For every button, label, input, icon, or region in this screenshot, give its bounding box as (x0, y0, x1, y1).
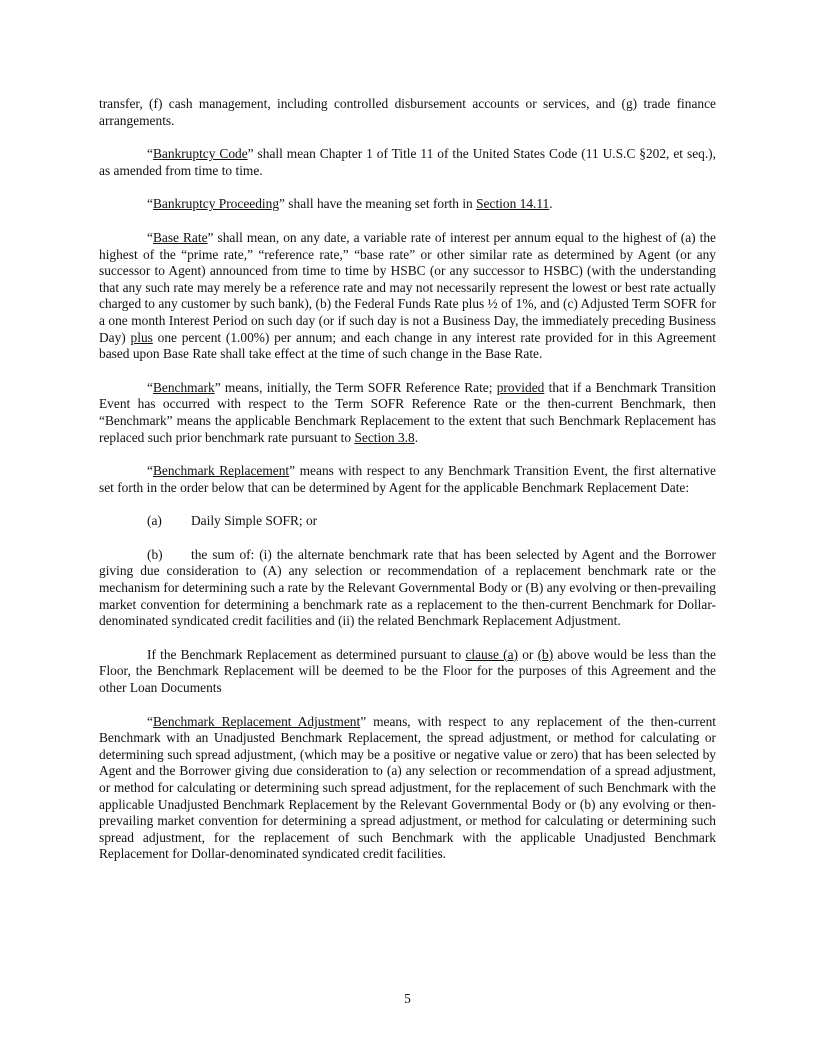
list-text: the sum of: (i) the alternate benchmark rate that has been selected by Agent and the Borrower giving due consideration to (A) any selection or recommendation of a replacement benchmark rate or the mechanism for determining such a rate by the Relevant Governmental Body or (B) any evolving or then-prevailing market convention for determining a benchmark rate as a replacement to the then-current Benchmark for Dollar-denominated syndicated credit facilities and (ii) the related Benchmark Replacement Adjustment. (99, 546, 716, 629)
quote-open: “ (147, 463, 153, 479)
definition-bankruptcy-proceeding (99, 196, 716, 213)
list-number: (a) (147, 513, 162, 529)
definition-benchmark-replacement-adjustment (99, 714, 716, 863)
definition-benchmark (99, 380, 716, 446)
term-benchmark-replacement: Benchmark Replacement (152, 463, 290, 479)
definition-text: ” shall mean, on any date, a variable rate of interest per annum equal to the highest of (a) the highest of the “prime rate,” “reference rate,” “base rate” or other similar rate as determined by Agent (or any successor to Agent) announced from time to time by HSBC (or any successor to HSBC) (with the understanding that any such rate may merely be a reference rate and may not necessarily represent the lowest or best rate actually charged to any customer by such bank), (b) the Federal Funds Rate plus ½ of 1%, and (c) Adjusted Term SOFR for a one month Interest Period on such day (or if such day is not a Business Day, the immediately preceding Business Day) (99, 229, 716, 345)
definition-text: ” shall have the meaning set forth in (279, 196, 477, 212)
term-plus: plus (130, 329, 153, 345)
definition-text-2: that if a Benchmark Transition Event has occurred with respect to the Term SOFR Reference Rate or the then-current Benchmark, then “Benchmark” means the applicable Benchmark Replacement to the extent that such Benchmark Replacement has replaced such prior benchmark rate pursuant to (99, 379, 716, 445)
term-bankruptcy-code: Bankruptcy Code (152, 146, 248, 162)
quote-open: “ (147, 713, 153, 729)
term-provided: provided (496, 379, 545, 395)
definition-benchmark-replacement (99, 463, 716, 496)
paragraph-text-end: above would be less than the Floor, the Benchmark Replacement will be deemed to be the Floor for the purposes of this Agreement and the other Loan Documents (99, 646, 717, 696)
definition-text: ” means, with respect to any replacement of the then-current Benchmark with an Unadjusted Benchmark Replacement, the spread adjustment, or method for calculating or determining such spread adjustment, (which may be a positive or negative value or zero) that has been selected by Agent and the Borrower giving due consideration to (a) any selection or recommendation of a spread adjustment, or method for calculating or determining such spread adjustment, for the replacement of such Benchmark with the applicable Unadjusted Benchmark Replacement by the Relevant Governmental Body or (b) any evolving or then-prevailing market convention for determining a spread adjustment, or method for calculating or determining such spread adjustment, for the replacement of such Benchmark with the applicable Unadjusted Benchmark Replacement for Dollar-denominated syndicated credit facilities. (99, 713, 717, 862)
definition-text-end: one percent (1.00%) per annum; and each change in any interest rate provided for in this Agreement based upon Base Rate shall take effect at the time of such change in the Base Rate. (99, 329, 716, 362)
list-item-b (99, 547, 716, 630)
list-number: (b) (147, 546, 163, 562)
paragraph-trade-finance: transfer, (f) cash management, including controlled disbursement accounts or services, and (g) trade finance arrangements. (99, 96, 716, 128)
term-bankruptcy-proceeding: Bankruptcy Proceeding (152, 196, 280, 212)
definition-text-end: . (549, 196, 553, 212)
term-benchmark-replacement-adjustment: Benchmark Replacement Adjustment (152, 713, 361, 729)
definition-base-rate (99, 230, 716, 363)
document-body (99, 96, 716, 880)
definition-text-end: . (414, 429, 419, 445)
clause-a-reference: clause (a) (465, 646, 518, 662)
paragraph-text: If the Benchmark Replacement as determined pursuant to (147, 646, 466, 662)
page-number: 5 (404, 991, 411, 1006)
list-item-a (99, 513, 716, 530)
definition-bankruptcy-code (99, 146, 716, 179)
definition-text: ” means, initially, the Term SOFR Reference Rate; (214, 379, 497, 395)
paragraph-text-or: or (517, 646, 538, 662)
section-reference: Section 14.11 (476, 196, 550, 212)
definition-text: ” means with respect to any Benchmark Transition Event, the first alternative set forth in the order below that can be determined by Agent for the applicable Benchmark Replacement Date: (99, 463, 717, 495)
clause-b-reference: (b) (537, 646, 554, 662)
list-text: Daily Simple SOFR; or (191, 513, 318, 529)
definition-text: ” shall mean Chapter 1 of Title 11 of the United States Code (11 U.S.C §202, et seq.), as amended from time to time. (99, 146, 716, 178)
section-reference: Section 3.8 (354, 429, 415, 445)
quote-open: “ (147, 379, 153, 395)
quote-open: “ (147, 229, 153, 245)
term-base-rate: Base Rate (152, 229, 208, 245)
term-benchmark: Benchmark (152, 379, 215, 395)
quote-open: “ (147, 196, 153, 212)
quote-open: “ (147, 146, 153, 162)
paragraph-floor (99, 647, 716, 697)
